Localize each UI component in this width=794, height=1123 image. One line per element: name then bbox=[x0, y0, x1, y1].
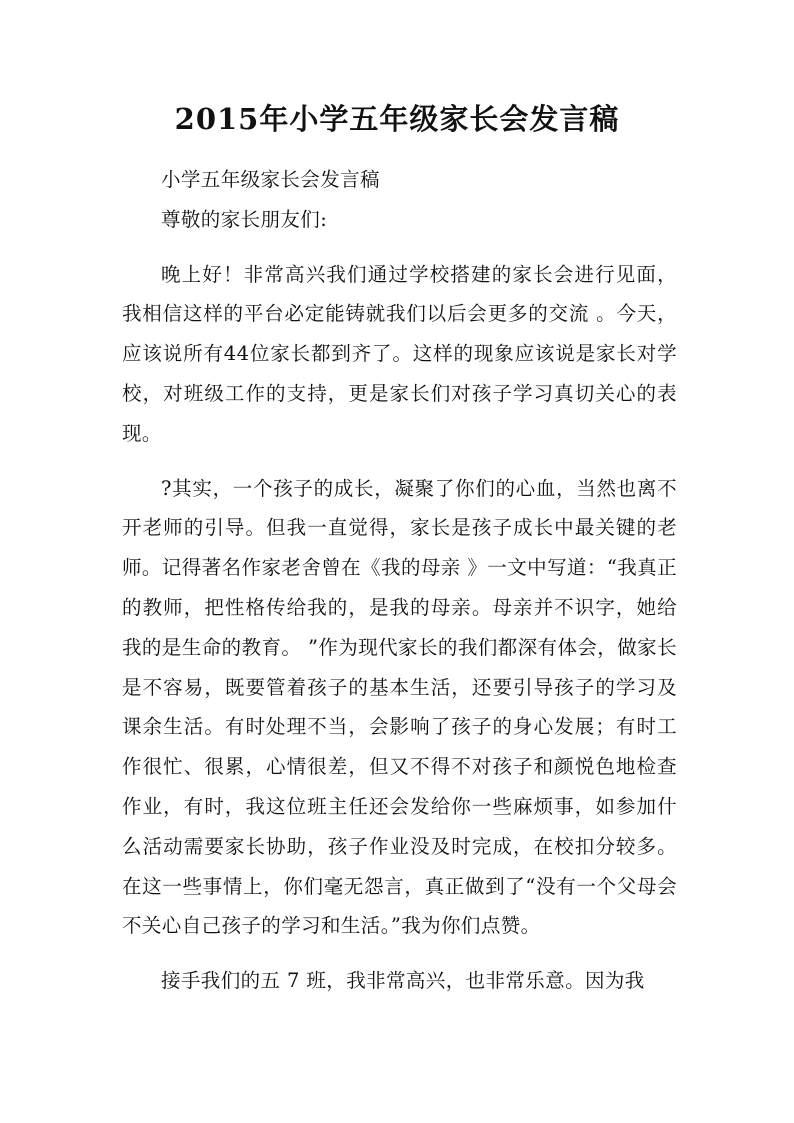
document-title: 2015年小学五年级家长会发言稿 bbox=[174, 102, 620, 136]
paragraph-salutation: 尊敬的家长朋友们: bbox=[161, 207, 328, 231]
paragraph-class-intro: 接手我们的五 7 班，我非常高兴，也非常乐意。因为我 bbox=[161, 969, 645, 993]
paragraph-greeting: 晚上好！非常高兴我们通过学校搭建的家长会进行见面，我相信这样的平台必定能铸就我们以后会更多的交流 。今天，应该说所有44位家长都到齐了。这样的现象应该说是家长对学校，对班级工作的支持，更是家长们对孩子学习真切关心的表现。 bbox=[122, 262, 677, 445]
document-body bbox=[122, 160, 677, 1001]
paragraph-subtitle: 小学五年级家长会发言稿 bbox=[161, 168, 380, 191]
paragraph-parents-role: ?其实，一个孩子的成长，凝聚了你们的心血，当然也离不开老师的引导。但我一直觉得，家长是孩子成长中最关键的老师。记得著名作家老舍曾在《我的母亲 》一文中写道：“我真正的教师，把性格传给我的，是我的母亲。母亲并不识字，她给我的是生命的教育。 ”作为现代家长的我们都深有体会，做家长是不容易，既要管着孩子的基本生活，还要引导孩子的学习及课余生活。有时处理不当，会影响了孩子的身心发展；有时工作很忙、很累，心情很差，但又不得不对孩子和颜悦色地检查作业，有时，我这位班主任还会发给你一些麻烦事，如参加什么活动需要家长协助，孩子作业没及时完成，在校扣分较多。在这一些事情上，你们毫无怨言，真正做到了“没有一个父母会不关心自己孩子的学习和生活。”我为你们点赞。 bbox=[122, 476, 677, 938]
